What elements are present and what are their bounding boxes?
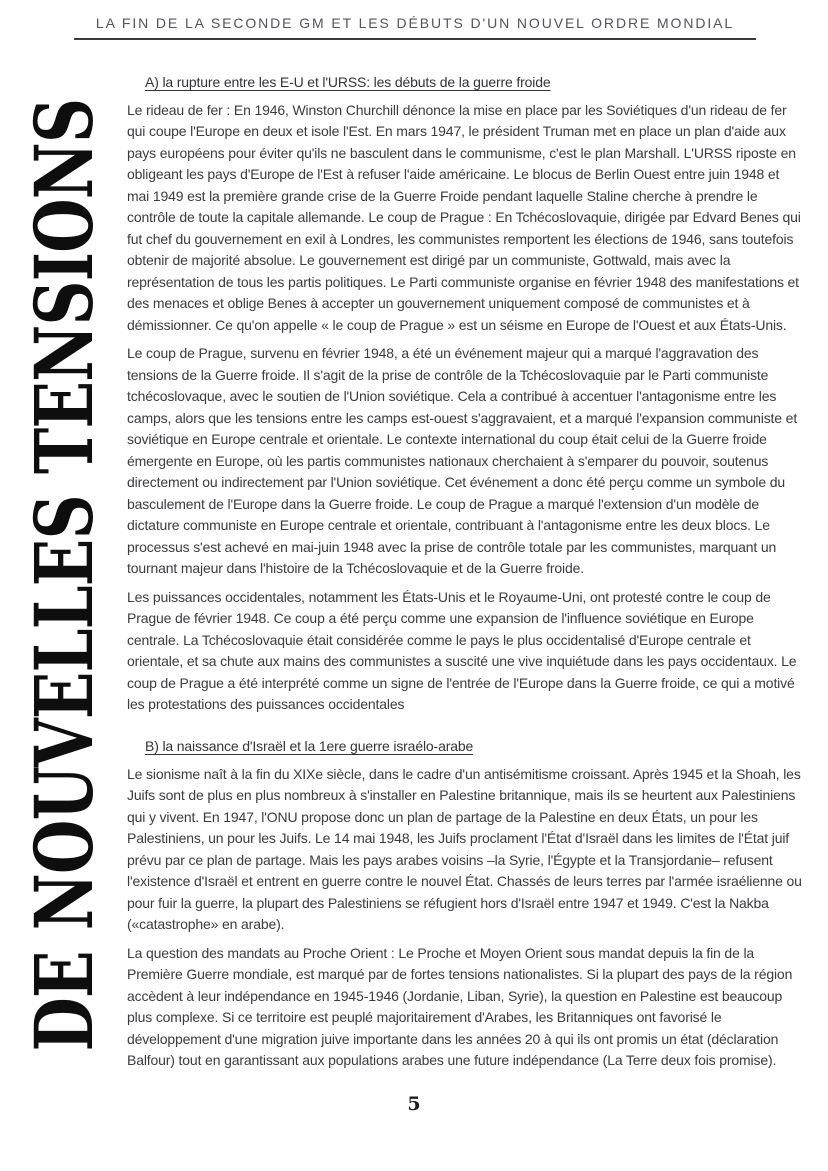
section-b: [127, 736, 805, 1079]
page-number: 5: [407, 1093, 421, 1115]
title-rule: [74, 38, 756, 40]
section-a-heading: A) la rupture entre les E-U et l'URSS: les débuts de la guerre froide: [145, 74, 551, 90]
section-b-heading: B) la naissance d'Israël et la 1ere guerre israélo-arabe: [145, 738, 474, 754]
document-title: LA FIN DE LA SECONDE GM ET LES DÉBUTS D'UN NOUVEL ORDRE MONDIAL: [95, 15, 735, 31]
paragraph: La question des mandats au Proche Orient : Le Proche et Moyen Orient sous mandat depuis la fin de la Première Guerre mondiale, est marqué par de fortes tensions nationalistes. Si la plupart des pays de la région accèdent à leur indépendance en 1945-1946 (Jordanie, Liban, Syrie), la question en Palestine est beaucoup plus complexe. Si ce territoire est peuplé majoritairement d'Arabes, les Britanniques ont favorisé le développement d'une migration juive importante dans les années 20 à qui ils ont promis un état (déclaration Balfour) tout en garantissant aux populations arabes une future indépendance (La Terre deux fois promise).: [127, 944, 793, 1068]
section-a: [127, 72, 805, 723]
paragraph: Le coup de Prague, survenu en février 1948, a été un événement majeur qui a marqué l'aggravation des tensions de la Guerre froide. Il s'agit de la prise de contrôle de la Tchécoslovaquie par le Parti communiste tchécoslovaque, avec le soutien de l'Union soviétique. Cela a contribué à accentuer l'antagonisme entre les camps, alors que les tensions entre les camps est-ouest s'aggravaient, et a marqué l'expansion communiste et soviétique en Europe centrale et orientale. Le contexte international du coup était celui de la Guerre froide émergente en Europe, où les partis communistes nationaux cherchaient à s'emparer du pouvoir, soutenus directement ou indirectement par l'Union soviétique. Cet événement a donc été perçu comme un symbole du basculement de l'Europe dans la Guerre froide. Le coup de Prague a marqué l'extension d'un modèle de dictature communiste en Europe centrale et orientale, contribuant à l'antagonisme entre les deux blocs. Le processus s'est achevé en mai-juin 1948 avec la prise de contrôle totale par les communistes, marquant un tournant majeur dans l'histoire de la Tchécoslovaquie et de la Guerre froide.: [127, 345, 798, 576]
vertical-banner-text: DE NOUVELLES TENSIONS: [17, 98, 111, 1052]
paragraph: Le sionisme naît à la fin du XIXe siècle, dans le cadre d'un antisémitisme croissant. Après 1945 et la Shoah, les Juifs sont de plus en plus nombreux à s'installer en Palestine britannique, mais ils se heurtent aux Palestiniens qui y vivent. En 1947, l'ONU propose donc un plan de partage de la Palestine en deux États, un pour les Palestiniens, un pour les Juifs. Le 14 mai 1948, les Juifs proclament l'État d'Israël dans les limites de l'État juif prévu par ce plan de partage. Mais les pays arabes voisins –la Syrie, l'Égypte et la Transjordanie– refusent l'existence d'Israël et entrent en guerre contre le nouvel État. Chassés de leurs terres par l'armée israélienne ou pour fuir la guerre, la plupart des Palestiniens se réfugient hors d'Israël entre 1947 et 1949. C'est la Nakba («catastrophe» en arabe).: [127, 765, 802, 932]
paragraph: Les puissances occidentales, notamment les États-Unis et le Royaume-Uni, ont protesté contre le coup de Prague de février 1948. Ce coup a été perçu comme une expansion de l'influence soviétique en Europe centrale. La Tchécoslovaquie était considérée comme le pays le plus occidentalisé d'Europe centrale et orientale, et sa chute aux mains des communistes a suscité une vive inquiétude dans les pays occidentaux. Le coup de Prague a été interprété comme un signe de l'entrée de l'Europe dans la Guerre froide, ce qui a motivé les protestations des puissances occidentales: [127, 588, 797, 712]
document-header: [74, 15, 756, 40]
paragraph: Le rideau de fer : En 1946, Winston Churchill dénonce la mise en place par les Soviétiques d'un rideau de fer qui coupe l'Europe en deux et isole l'Est. En mars 1947, le président Truman met en place un plan d'aide aux pays européens pour éviter qu'ils ne basculent dans le communisme, c'est le plan Marshall. L'URSS riposte en obligeant les pays d'Europe de l'Est à refuser l'aide américaine. Le blocus de Berlin Ouest entre juin 1948 et mai 1949 est la première grande crise de la Guerre Froide pendant laquelle Staline cherche à prendre le contrôle de toute la capitale allemande. Le coup de Prague : En Tchécoslovaquie, dirigée par Edvard Benes qui fut chef du gouvernement en exil à Londres, les communistes remportent les élections de 1946, sans toutefois obtenir de majorité absolue. Le gouvernement est dirigé par un communiste, Gottwald, mais avec la représentation de tous les partis politiques. Le Parti communiste organise en février 1948 des manifestations et des menaces et oblige Benes à accepter un gouvernement uniquement composé de communistes et à démissionner. Ce qu'on appelle « le coup de Prague » est un séisme en Europe de l'Ouest et aux États-Unis.: [127, 101, 801, 333]
